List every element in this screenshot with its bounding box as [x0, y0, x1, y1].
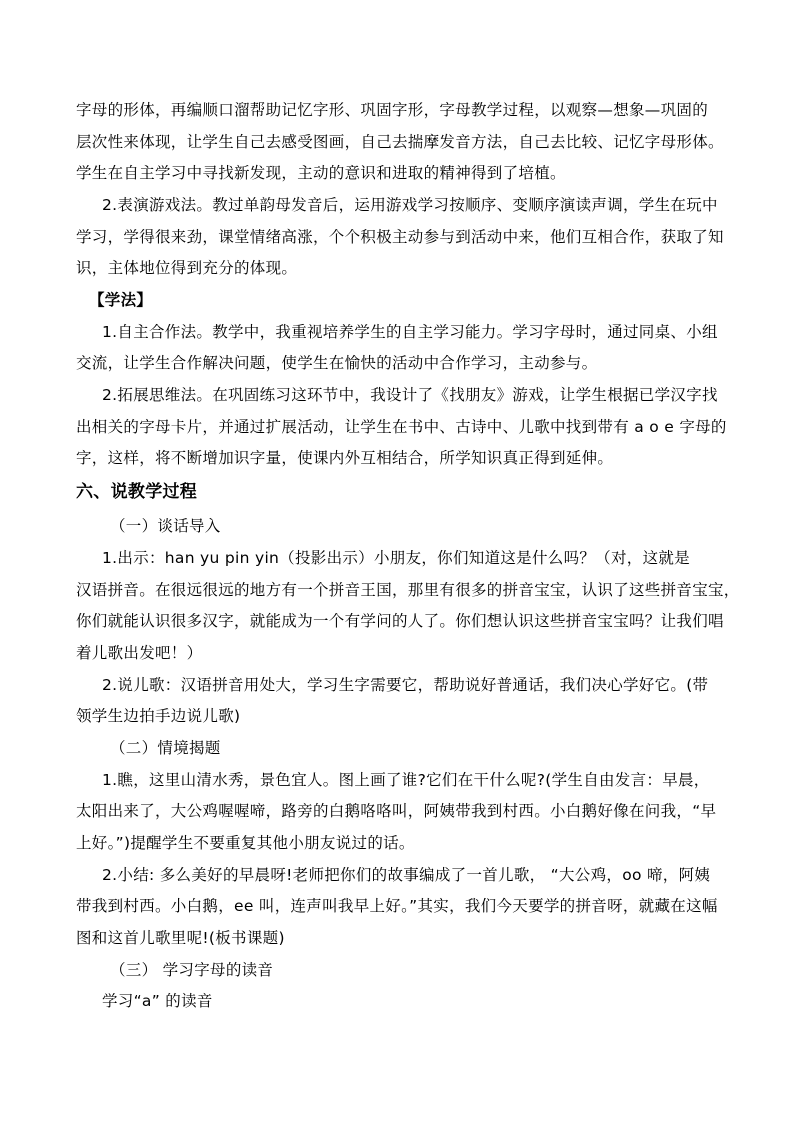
text-line: 出相关的字母卡片，并通过扩展活动，让学生在书中、古诗中、儿歌中找到带有 a o e 字母的 [76, 418, 727, 436]
text-line: 交流，让学生合作解决问题，使学生在愉快的活动中合作学习，主动参与。 [76, 354, 598, 372]
text-line: 学习“a” 的读音 [102, 992, 213, 1010]
text-line: 领学生边拍手边说儿歌) [76, 707, 241, 725]
text-line: 2.说儿歌：汉语拼音用处大，学习生字需要它，帮助说好普通话，我们决心学好它。(带 [102, 676, 709, 694]
text-line: 1.瞧，这里山清水秀，景色宜人。图上画了谁?它们在干什么呢?(学生自由发言：早晨， [102, 771, 710, 789]
section-heading: 六、说教学过程 [76, 482, 198, 502]
text-line: 2.表演游戏法。教过单韵母发音后，运用游戏学习按顺序、变顺序演读声调，学生在玩中 [102, 196, 718, 214]
text-line: 2.拓展思维法。在巩固练习这环节中，我设计了《找朋友》游戏，让学生根据已学汉字找 [102, 386, 718, 404]
text-line: 图和这首儿歌里呢!(板书课题) [76, 929, 285, 947]
subsection-heading: （一）谈话导入 [110, 517, 221, 535]
section-label: 【学法】 [89, 291, 153, 309]
text-line: 着儿歌出发吧！） [76, 644, 203, 662]
text-line: 字母的形体，再编顺口溜帮助记忆字形、巩固字形，字母教学过程，以观察—想象—巩固的 [76, 101, 709, 119]
subsection-heading: （三） 学习字母的读音 [110, 961, 274, 979]
text-line: 字，这样，将不断增加识字量，使课内外互相结合，所学知识真正得到延伸。 [76, 449, 614, 467]
text-line: 太阳出来了，大公鸡喔喔啼，路旁的白鹅咯咯叫，阿姨带我到村西。小白鹅好像在问我，“早 [76, 802, 717, 820]
text-line: 层次性来体现，让学生自己去感受图画，自己去揣摩发音方法，自己去比较、记忆字母形体。 [76, 133, 724, 151]
text-line: 带我到村西。小白鹅，ee 叫，连声叫我早上好。”其实，我们今天要学的拼音呀，就藏在这幅 [76, 897, 718, 915]
subsection-heading: （二）情境揭题 [110, 739, 221, 757]
text-line: 学生在自主学习中寻找新发现，主动的意识和进取的精神得到了培植。 [76, 164, 566, 182]
text-line: 学习，学得很来劲，课堂情绪高涨，个个积极主动参与到活动中来，他们互相合作，获取了知 [76, 228, 724, 246]
text-line: 上好。”)提醒学生不要重复其他小朋友说过的话。 [76, 834, 415, 852]
text-line: 汉语拼音。在很远很远的地方有一个拼音王国，那里有很多的拼音宝宝，认识了这些拼音宝宝， [76, 581, 740, 599]
text-line: 1.自主合作法。教学中，我重视培养学生的自主学习能力。学习字母时，通过同桌、小组 [102, 323, 718, 341]
text-line: 2.小结: 多么美好的早晨呀!老师把你们的故事编成了一首儿歌， “大公鸡，oo 啼，阿姨 [102, 866, 711, 884]
text-line: 识，主体地位得到充分的体现。 [76, 259, 298, 277]
text-line: 1.出示：han yu pin yin（投影出示）小朋友，你们知道这是什么吗？（对，这就是 [102, 549, 690, 567]
text-line: 你们就能认识很多汉字，就能成为一个有学问的人了。你们想认识这些拼音宝宝吗？让我们唱 [76, 612, 724, 630]
